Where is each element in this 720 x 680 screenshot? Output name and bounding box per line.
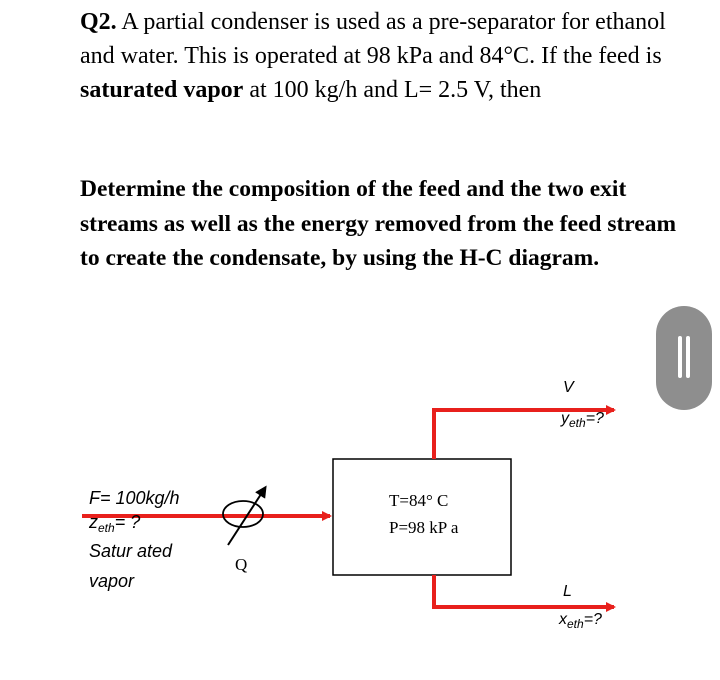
liquid-composition-label: $x_{eth}=$? <box>559 611 602 631</box>
vessel-temperature: T=84° C <box>389 491 449 510</box>
grip-line-right <box>686 336 690 378</box>
saturated-vapor-phrase: saturated vapor <box>80 77 244 103</box>
question-number: Q2. <box>80 9 117 35</box>
liquid-outlet-arrow <box>434 575 614 607</box>
problem-text-2: at 100 kg/h and L= 2.5 V, then <box>243 77 542 103</box>
vessel-pressure: P=98 kP a <box>389 518 459 537</box>
condenser-vessel <box>333 459 511 575</box>
problem-text-1: A partial condenser is used as a pre-separator for ethanol and water. This is operated at 98 kPa and 84°C. If the feed is <box>80 9 666 69</box>
feed-state-label-1: Satur ated <box>89 541 173 561</box>
feed-state-label-2: vapor <box>89 571 135 591</box>
vapor-stream-label: V <box>563 379 574 396</box>
grip-line-left <box>678 336 682 378</box>
liquid-stream-label: L <box>563 583 572 600</box>
vapor-composition-label: $y_{eth}=$? <box>561 410 604 430</box>
scroll-handle[interactable] <box>656 306 712 410</box>
task-instructions: Determine the composition of the feed and the two exit streams as well as the energy removed from the feed stream to create the condensate, by using the H-C diagram. <box>80 176 677 271</box>
heat-label: Q <box>235 555 248 574</box>
feed-rate-label: F= 100kg/h <box>89 488 180 508</box>
feed-composition-label: $z_{eth}=$ ? <box>89 512 141 535</box>
